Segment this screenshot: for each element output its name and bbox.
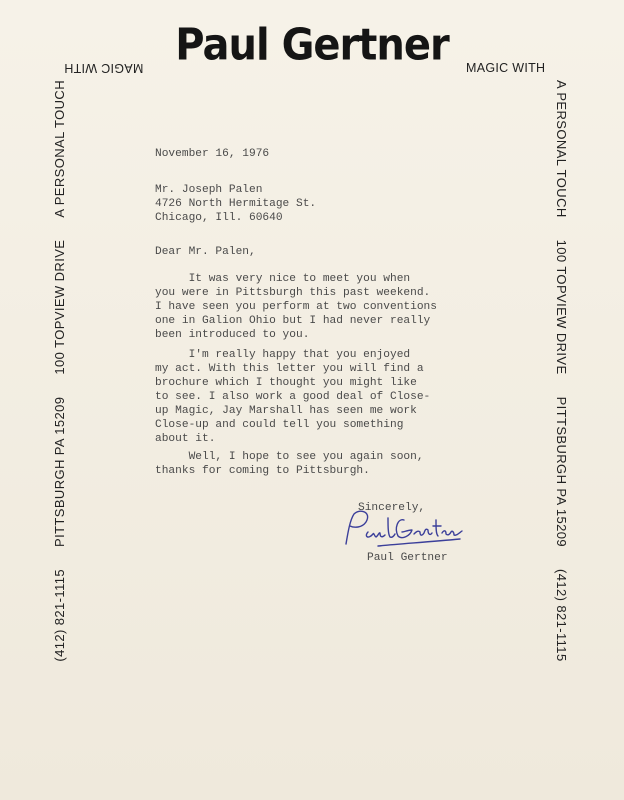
letterhead-tag-left-mirrored: MAGIC WITH bbox=[64, 61, 144, 75]
paragraph-2-line: my act. With this letter you will find a bbox=[155, 363, 424, 375]
vertical-right-phone: (412) 821-1115 bbox=[554, 569, 569, 662]
recipient-line-3: Chicago, Ill. 60640 bbox=[155, 212, 283, 224]
handwritten-signature bbox=[338, 506, 468, 552]
paragraph-2-line: to see. I also work a good deal of Close- bbox=[155, 391, 431, 403]
letterhead-tag-right: MAGIC WITH bbox=[466, 61, 546, 75]
vertical-right-city: PITTSBURGH PA 15209 bbox=[554, 396, 569, 547]
paragraph-2 bbox=[155, 348, 430, 446]
letterhead-name: Paul Gertner bbox=[175, 19, 449, 71]
paragraph-1-line: I have seen you perform at two conventions bbox=[155, 301, 437, 313]
recipient-line-2: 4726 North Hermitage St. bbox=[155, 198, 317, 210]
vertical-left-address: 100 TOPVIEW DRIVE bbox=[52, 239, 67, 375]
closing: Sincerely, bbox=[358, 502, 426, 514]
signer-name: Paul Gertner bbox=[367, 552, 448, 564]
paragraph-1-line: you were in Pittsburgh this past weekend. bbox=[155, 287, 431, 299]
letterhead-vertical-left bbox=[52, 80, 67, 662]
vertical-left-phone: (412) 821-1115 bbox=[52, 569, 67, 662]
salutation: Dear Mr. Palen, bbox=[155, 246, 256, 258]
paragraph-1-line: been introduced to you. bbox=[155, 329, 310, 341]
vertical-right-address: 100 TOPVIEW DRIVE bbox=[554, 239, 569, 375]
paragraph-1-line: It was very nice to meet you when bbox=[155, 273, 411, 285]
paragraph-1 bbox=[155, 272, 437, 342]
paragraph-3-line: thanks for coming to Pittsburgh. bbox=[155, 465, 370, 477]
letter-date: November 16, 1976 bbox=[155, 148, 270, 160]
vertical-left-city: PITTSBURGH PA 15209 bbox=[52, 396, 67, 547]
paragraph-2-line: about it. bbox=[155, 433, 216, 445]
paragraph-2-line: Close-up and could tell you something bbox=[155, 419, 404, 431]
vertical-left-tagline: A PERSONAL TOUCH bbox=[52, 80, 67, 218]
recipient-address bbox=[155, 183, 316, 225]
vertical-right-tagline: A PERSONAL TOUCH bbox=[554, 80, 569, 218]
paragraph-2-line: brochure which I thought you might like bbox=[155, 377, 417, 389]
paragraph-2-line: up Magic, Jay Marshall has seen me work bbox=[155, 405, 417, 417]
letterhead-vertical-right bbox=[554, 80, 569, 662]
recipient-line-1: Mr. Joseph Palen bbox=[155, 184, 263, 196]
paragraph-2-line: I'm really happy that you enjoyed bbox=[155, 349, 411, 361]
paragraph-1-line: one in Galion Ohio but I had never really bbox=[155, 315, 431, 327]
paragraph-3 bbox=[155, 450, 424, 478]
paragraph-3-line: Well, I hope to see you again soon, bbox=[155, 451, 424, 463]
